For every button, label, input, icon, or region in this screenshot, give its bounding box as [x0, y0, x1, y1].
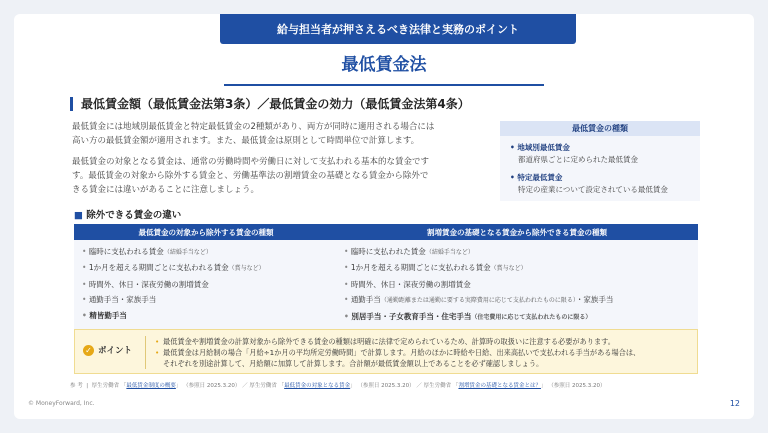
- minimum-wage-types-box: [500, 121, 700, 201]
- title-underline: [224, 84, 544, 86]
- types-item-title: • 特定最低賃金: [510, 172, 700, 184]
- point-line-continued: それぞれを別途計算して、月給額に加算して計算します。合計額が最低賃金額以上であることを必ず確認しましょう。: [163, 359, 544, 368]
- list-item: • 臨時に支払われる賃金（結婚手当など）: [82, 244, 338, 260]
- reference-link[interactable]: 最低賃金制度の概要: [126, 383, 176, 389]
- paragraph-1: [72, 120, 492, 148]
- divider: [145, 336, 146, 369]
- paragraph-line: きる賃金には違いがあることに注意しましょう。: [72, 185, 260, 195]
- exclusion-list: [336, 240, 698, 325]
- list-item: • 1か月を超える期間ごとに支払われる賃金（賞与など）: [82, 260, 338, 276]
- excluded-wages-heading: ■ 除外できる賃金の違い: [74, 207, 181, 221]
- types-item-title: • 地域別最低賃金: [510, 142, 700, 154]
- exclusion-list: [74, 240, 338, 323]
- reference-link[interactable]: 最低賃金の対象となる賃金: [284, 383, 351, 389]
- min-wage-exclusions-column: [74, 224, 338, 332]
- paragraph-line: す。最低賃金の対象から除外する賃金と、労働基準法の割増賃金の基礎となる賃金から除外で: [72, 171, 429, 181]
- point-line: • 最低賃金は月給制の場合「月給÷1か月の平均所定労働時間」で計算します。月給のほかに時給や日給、出来高払いで支払われる手当がある場合は、: [155, 347, 695, 358]
- list-item: • 通勤手当・家族手当: [82, 292, 338, 307]
- page-title: 最低賃金法: [341, 55, 427, 75]
- references: 参 考 | 厚生労働省 「最低賃金制度の概要」 （参照日 2025.3.20） ／ 厚生労働省 「最低賃金の対象となる賃金」 （参照日 2025.3.20） ／ 厚生労働省 「割増賃金の基礎となる賃金とは？」 （参照日 2025.3.20）: [70, 383, 606, 389]
- list-item: • 別居手当・子女教育手当・住宅手当（住宅費用に応じて支払われたものに限る）: [344, 309, 698, 325]
- list-item: • 臨時に支払われた賃金（結婚手当など）: [344, 244, 698, 260]
- list-item: • 時間外、休日・深夜労働の割増賃金: [344, 277, 698, 292]
- list-item: • 時間外、休日・深夜労働の割増賃金: [82, 277, 338, 292]
- overtime-base-exclusions-column: [336, 224, 698, 332]
- list-item: • 1か月を超える期間ごとに支払われる賃金（賞与など）: [344, 260, 698, 276]
- paragraph-2: [72, 155, 492, 197]
- slide: [14, 14, 754, 419]
- types-item: [510, 142, 700, 166]
- list-item: • 精皆勤手当: [82, 308, 338, 323]
- types-box-heading: 最低賃金の種類: [500, 121, 700, 136]
- point-box: [74, 329, 698, 374]
- copyright: © MoneyForward, Inc.: [28, 400, 95, 407]
- header-banner: 給与担当者が押さえるべき法律と実務のポイント: [220, 14, 576, 44]
- page-number: 12: [729, 399, 740, 408]
- point-text: [155, 336, 695, 369]
- types-item-desc: 特定の産業について設定されている最低賃金: [518, 185, 668, 194]
- column-heading: 最低賃金の対象から除外する賃金の種類: [74, 224, 338, 240]
- list-item: • 通勤手当（通勤距離または通勤に要する実際費用に応じて支払われたものに限る）・家族手当: [344, 292, 698, 308]
- point-line: • 最低賃金や割増賃金の計算対象から除外できる賃金の種類は明確に法律で定められているため、計算時の取扱いに注意する必要があります。: [155, 336, 695, 347]
- section-title: 最低賃金額（最低賃金法第3条）／最低賃金の効力（最低賃金法第4条）: [70, 97, 470, 111]
- paragraph-line: 最低賃金の対象となる賃金は、通常の労働時間や労働日に対して支払われる基本的な賃金です: [72, 157, 430, 167]
- reference-link[interactable]: 割増賃金の基礎となる賃金とは？: [458, 383, 541, 389]
- paragraph-line: 高い方の最低賃金額が適用されます。また、最低賃金は原則として時間単位で計算します。: [72, 136, 420, 146]
- point-label: ✓ ポイント: [83, 344, 143, 356]
- types-item-desc: 都道府県ごとに定められた最低賃金: [518, 155, 638, 164]
- column-heading: 割増賃金の基礎となる賃金から除外できる賃金の種類: [336, 224, 698, 240]
- check-icon: ✓: [83, 345, 94, 356]
- types-item: [510, 172, 700, 196]
- paragraph-line: 最低賃金には地域別最低賃金と特定最低賃金の2種類があり、両方が同時に適用される場合には: [72, 122, 435, 132]
